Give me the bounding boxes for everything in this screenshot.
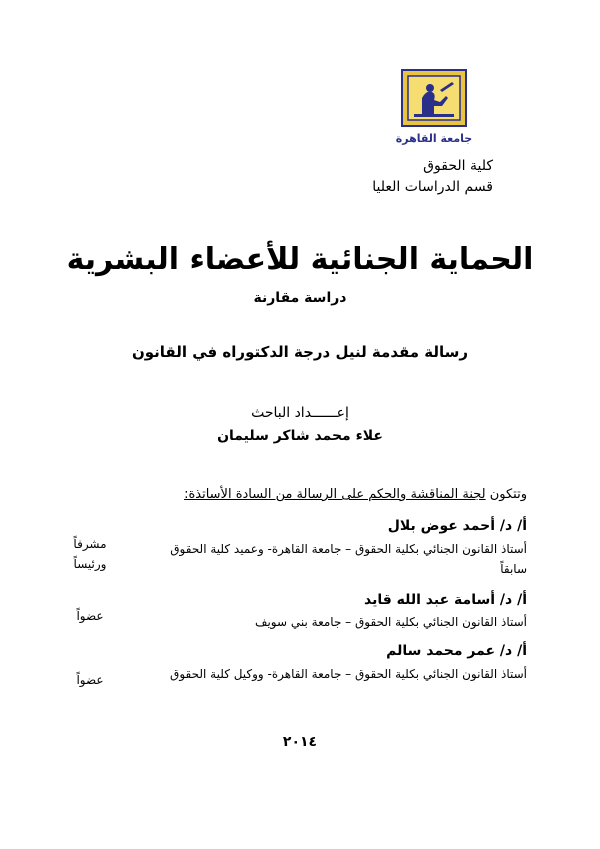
member-description-1: أستاذ القانون الجنائي بكلية الحقوق – جامعة القاهرة- وعميد كلية الحقوق سابقاً	[170, 542, 527, 576]
member-name-2: أ/ د/ أسامة عبد الله قايد	[364, 592, 527, 608]
member-description-3: أستاذ القانون الجنائي بكلية الحقوق – جامعة القاهرة- ووكيل كلية الحقوق	[170, 667, 527, 681]
year: ٢٠١٤	[282, 734, 318, 750]
committee-intro-underlined: لجنة المناقشة والحكم على الرسالة من السادة الأساتذة:	[184, 487, 486, 502]
cairo-university-logo	[395, 68, 473, 148]
member-role-1-line2: ورئيساً	[73, 557, 107, 571]
preparation-label: إعــــــداد الباحث	[251, 405, 349, 421]
thesis-subtitle: دراسة مقارنة	[253, 290, 347, 306]
committee-intro	[184, 486, 527, 504]
member-name-1: أ/ د/ أحمد عوض بلال	[387, 518, 527, 534]
member-role-1-line1: مشرفاً	[73, 537, 107, 551]
committee-intro-prefix: وتتكون	[485, 487, 527, 502]
member-name-3: أ/ د/ عمر محمد سالم	[386, 643, 527, 659]
member-role-3: عضواً	[76, 673, 104, 687]
researcher-name: علاء محمد شاكر سليمان	[217, 428, 383, 444]
thesis-title: الحماية الجنائية للأعضاء البشرية	[66, 242, 534, 277]
member-description-2: أستاذ القانون الجنائي بكلية الحقوق – جامعة بني سويف	[255, 615, 527, 629]
faculty-name: كلية الحقوق	[423, 158, 493, 174]
thesis-statement: رسالة مقدمة لنيل درجة الدكتوراه في القانون	[131, 343, 469, 361]
logo-text: جامعة القاهرة	[395, 132, 473, 145]
department-name: قسم الدراسات العليا	[372, 179, 493, 195]
member-role-1	[60, 534, 120, 574]
member-role-2: عضواً	[76, 609, 104, 623]
